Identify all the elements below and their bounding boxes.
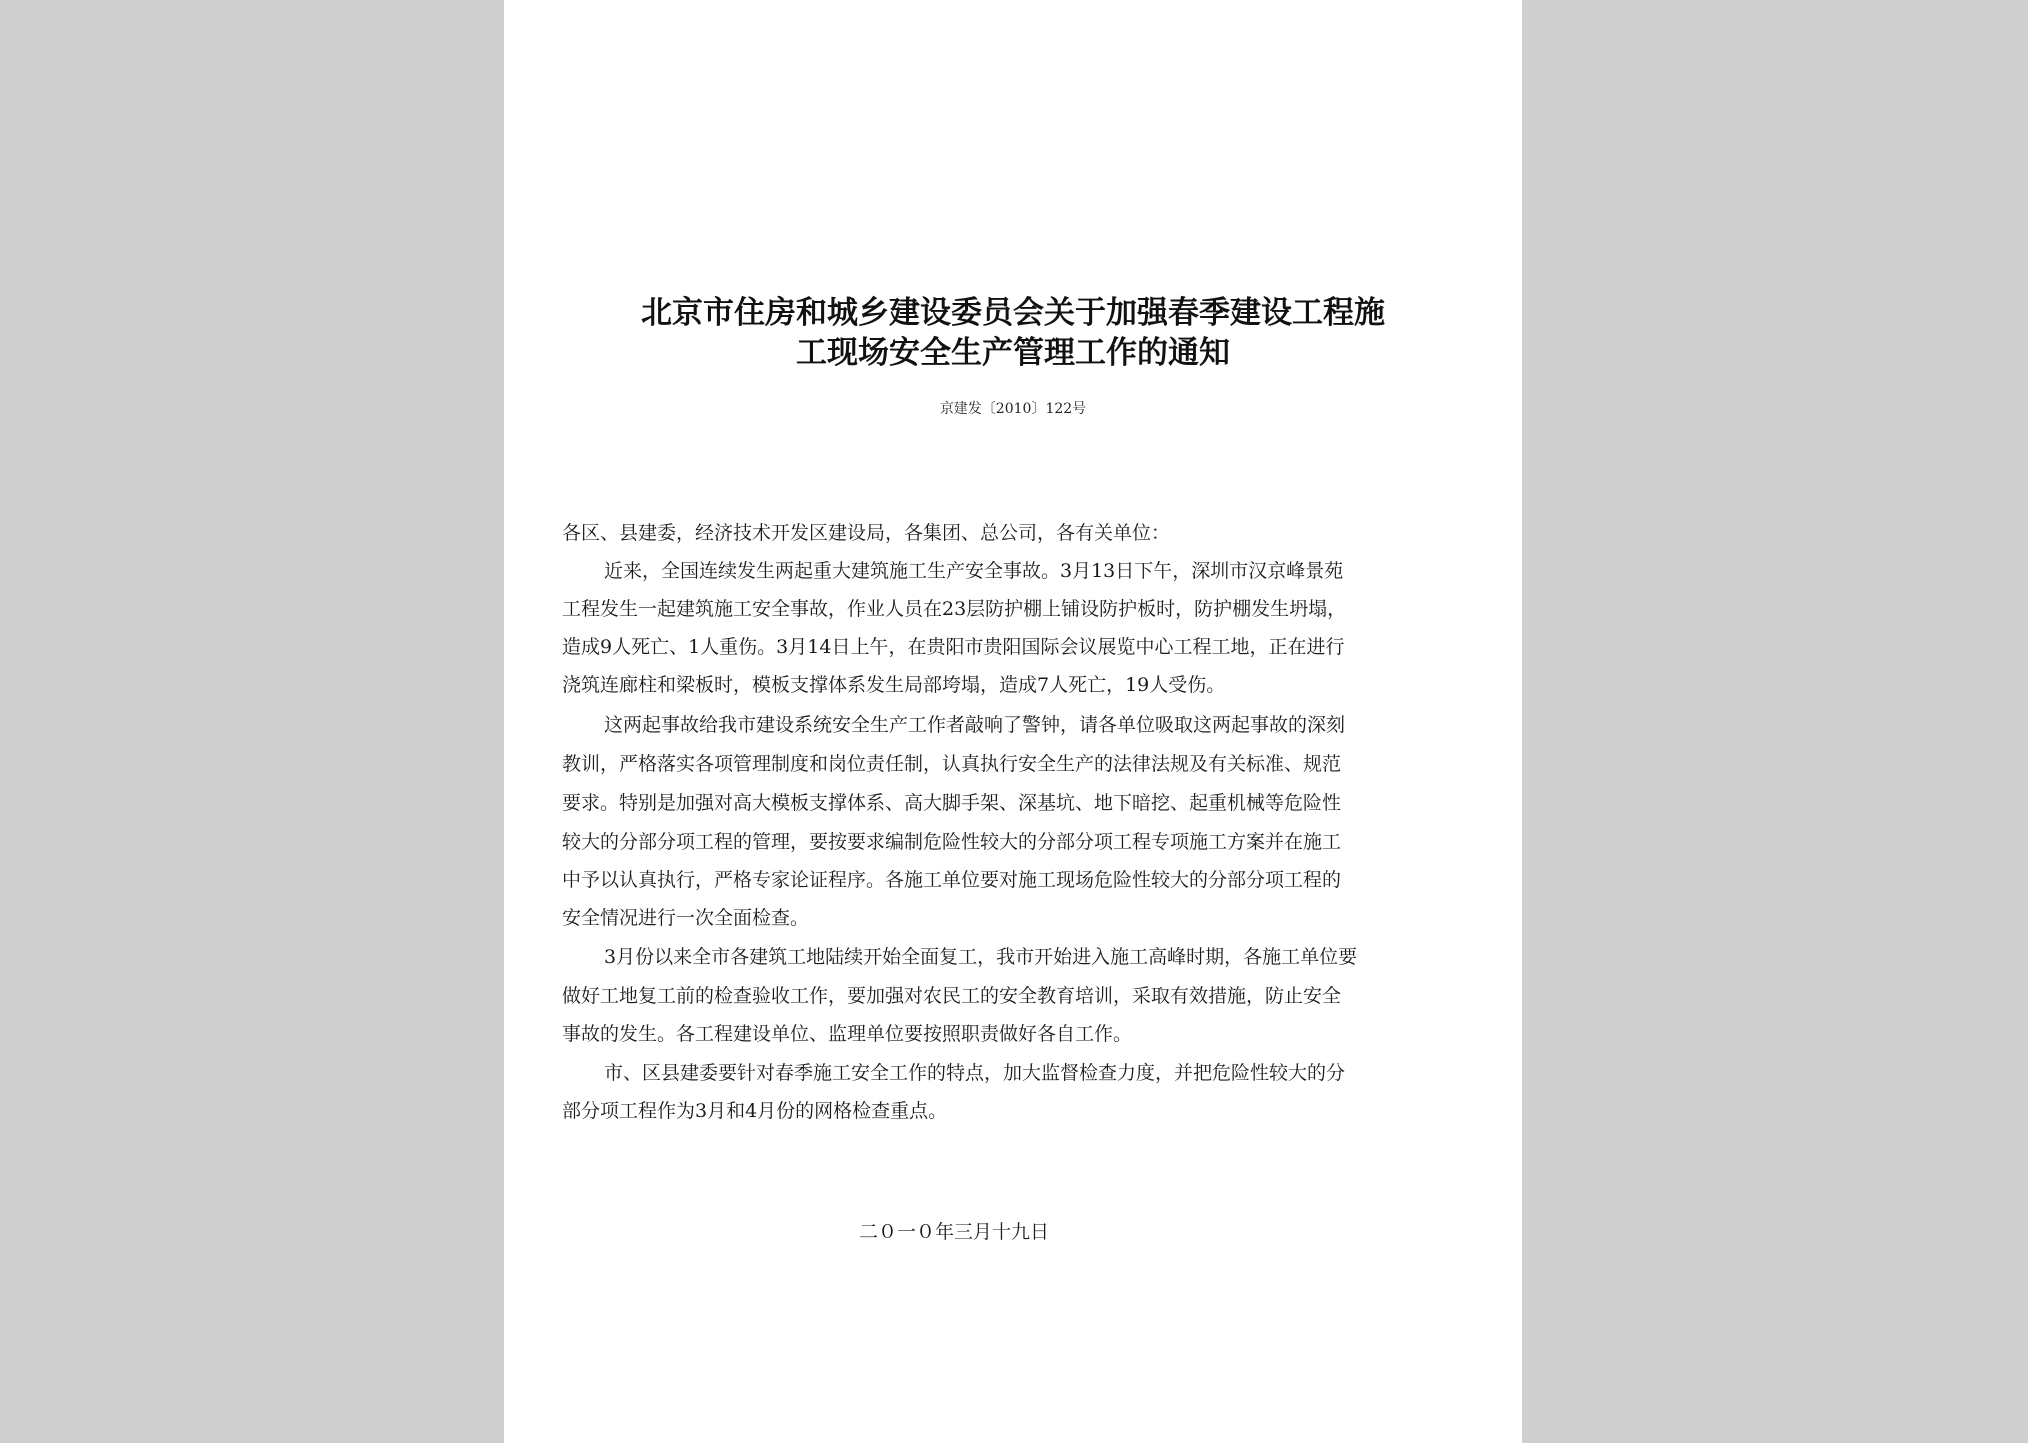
paragraph-2-line-2: 教训，严格落实各项管理制度和岗位责任制，认真执行安全生产的法律法规及有关标准、规范 [562,753,1342,775]
document-number: 京建发〔2010〕122号 [939,401,1087,417]
paragraph-2-line-4: 较大的分部分项工程的管理，要按要求编制危险性较大的分部分项工程专项施工方案并在施工 [562,831,1342,853]
document-title-line-2: 工现场安全生产管理工作的通知 [796,335,1230,371]
paragraph-1-line-3: 造成9人死亡、1人重伤。3月14日上午，在贵阳市贵阳国际会议展览中心工程工地，正在进行 [562,636,1345,658]
salutation: 各区、县建委，经济技术开发区建设局，各集团、总公司，各有关单位： [562,522,1171,544]
paragraph-2-line-3: 要求。特别是加强对高大模板支撑体系、高大脚手架、深基坑、地下暗挖、起重机械等危险性 [562,792,1342,814]
paragraph-1-line-2: 工程发生一起建筑施工安全事故，作业人员在23层防护棚上铺设防护板时，防护棚发生坍塌， [562,598,1347,620]
paragraph-3-line-2: 做好工地复工前的检查验收工作，要加强对农民工的安全教育培训，采取有效措施，防止安全 [562,985,1342,1007]
paragraph-1-line-1: 近来，全国连续发生两起重大建筑施工生产安全事故。3月13日下午，深圳市汉京峰景苑 [604,560,1344,582]
paragraph-2-line-1: 这两起事故给我市建设系统安全生产工作者敲响了警钟，请各单位吸取这两起事故的深刻 [604,714,1346,736]
paragraph-3-line-1: 3月份以来全市各建筑工地陆续开始全面复工，我市开始进入施工高峰时期，各施工单位要 [604,946,1358,968]
paragraph-2-line-6: 安全情况进行一次全面检查。 [562,907,810,929]
paragraph-2-line-5: 中予以认真执行，严格专家论证程序。各施工单位要对施工现场危险性较大的分部分项工程的 [562,869,1342,891]
document-page [504,0,1522,1443]
document-date: 二０一０年三月十九日 [859,1221,1050,1243]
paragraph-4-line-1: 市、区县建委要针对春季施工安全工作的特点，加大监督检查力度，并把危险性较大的分 [604,1062,1346,1084]
document-title-line-1: 北京市住房和城乡建设委员会关于加强春季建设工程施 [641,295,1385,331]
paragraph-1-line-4: 浇筑连廊柱和梁板时，模板支撑体系发生局部垮塌，造成7人死亡，19人受伤。 [562,674,1226,696]
paragraph-4-line-2: 部分项工程作为3月和4月份的网格检查重点。 [562,1100,948,1122]
paragraph-3-line-3: 事故的发生。各工程建设单位、监理单位要按照职责做好各自工作。 [562,1023,1133,1045]
